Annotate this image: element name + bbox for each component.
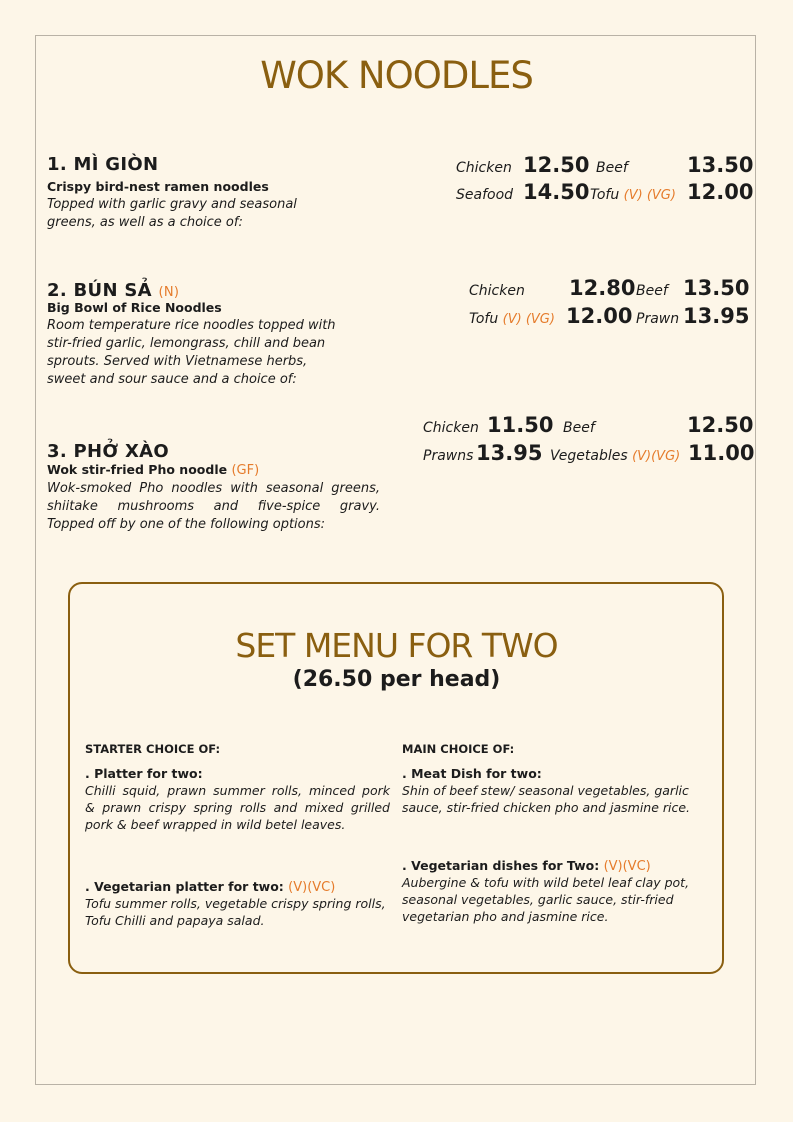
price-label-chicken: Chicken bbox=[423, 420, 479, 436]
price-label-vegetables: Vegetables (V)(VG) bbox=[550, 448, 681, 464]
item-title: . Platter for two: bbox=[85, 766, 203, 781]
page-title: WOK NOODLES bbox=[260, 54, 533, 97]
dish-description-last: Topped off by one of the following options: bbox=[47, 517, 326, 532]
price-label-tofu: Tofu (V) (VG) bbox=[469, 311, 555, 327]
price-tofu: 12.00 bbox=[687, 180, 754, 204]
price-prawns: 13.95 bbox=[476, 441, 543, 465]
price-label-chicken: Chicken bbox=[469, 283, 525, 299]
price-beef: 12.50 bbox=[687, 413, 754, 437]
diet-tag: (V)(VC) bbox=[288, 880, 336, 895]
item-title: . Vegetarian dishes for Two: (V)(VC) bbox=[402, 858, 651, 874]
price-label-tofu: Tofu (V) (VG) bbox=[590, 187, 676, 203]
dish-description: Topped with garlic gravy and seasonal greens, as well as a choice of: bbox=[47, 197, 297, 230]
diet-tag: (GF) bbox=[231, 463, 260, 478]
price-chicken: 12.50 bbox=[523, 153, 590, 177]
item-description: Chilli squid, prawn summer rolls, minced pork & prawn crispy spring rolls and mixed grilled bbox=[85, 783, 390, 815]
price-beef: 13.50 bbox=[687, 153, 754, 177]
price-beef: 13.50 bbox=[683, 276, 750, 300]
diet-tag: (N) bbox=[158, 285, 180, 300]
starter-heading: STARTER CHOICE OF: bbox=[85, 742, 221, 756]
price-tofu: 12.00 bbox=[566, 304, 633, 328]
dish-name: 2. BÚN SẢ (N) bbox=[47, 280, 180, 301]
price-label-beef: Beef bbox=[596, 160, 628, 176]
diet-tag: (V) (VG) bbox=[502, 312, 555, 327]
price-label-seafood: Seafood bbox=[456, 187, 514, 203]
price-label-beef: Beef bbox=[636, 283, 668, 299]
price-label-prawns: Prawns bbox=[423, 448, 474, 464]
price-chicken: 12.80 bbox=[569, 276, 636, 300]
item-title: . Vegetarian platter for two: (V)(VC) bbox=[85, 879, 336, 895]
item-description: Aubergine & tofu with wild betel leaf clay pot, seasonal vegetables, garlic sauce, stir-fried vegetarian pho and jasmine rice. bbox=[402, 875, 690, 924]
price-label-chicken: Chicken bbox=[456, 160, 512, 176]
item-description-last: pork & beef wrapped in wild betel leaves. bbox=[85, 817, 346, 832]
price-seafood: 14.50 bbox=[523, 180, 590, 204]
dish-description: Room temperature rice noodles topped with stir-fried garlic, lemongrass, chill and bean sprouts. Served with Vietnamese herbs, sweet and sour sauce and a choice of: bbox=[47, 318, 336, 387]
dish-name: 3. PHỞ XÀO bbox=[47, 441, 169, 462]
price-vegetables: 11.00 bbox=[688, 441, 755, 465]
main-heading: MAIN CHOICE OF: bbox=[402, 742, 515, 756]
price-label-beef: Beef bbox=[563, 420, 595, 436]
diet-tag: (V)(VG) bbox=[632, 449, 681, 464]
item-description: Shin of beef stew/ seasonal vegetables, garlic sauce, stir-fried chicken pho and jasmine rice. bbox=[402, 783, 691, 815]
diet-tag: (V) (VG) bbox=[623, 188, 676, 203]
dish-description: Wok-smoked Pho noodles with seasonal greens, shiitake mushrooms and five-spice gravy. bbox=[47, 481, 380, 514]
dish-subtitle: Wok stir-fried Pho noodle (GF) bbox=[47, 462, 260, 478]
price-label-prawn: Prawn bbox=[636, 311, 680, 327]
set-menu-price: (26.50 per head) bbox=[292, 667, 501, 692]
set-menu-title: SET MENU FOR TWO bbox=[235, 626, 558, 665]
price-prawn: 13.95 bbox=[683, 304, 750, 328]
diet-tag: (V)(VC) bbox=[603, 859, 651, 874]
item-title: . Meat Dish for two: bbox=[402, 766, 542, 781]
dish-subtitle: Big Bowl of Rice Noodles bbox=[47, 300, 222, 315]
dish-name: 1. MÌ GIÒN bbox=[47, 154, 159, 175]
dish-subtitle: Crispy bird-nest ramen noodles bbox=[47, 179, 269, 194]
item-description: Tofu summer rolls, vegetable crispy spring rolls, Tofu Chilli and papaya salad. bbox=[85, 896, 386, 928]
price-chicken: 11.50 bbox=[487, 413, 554, 437]
